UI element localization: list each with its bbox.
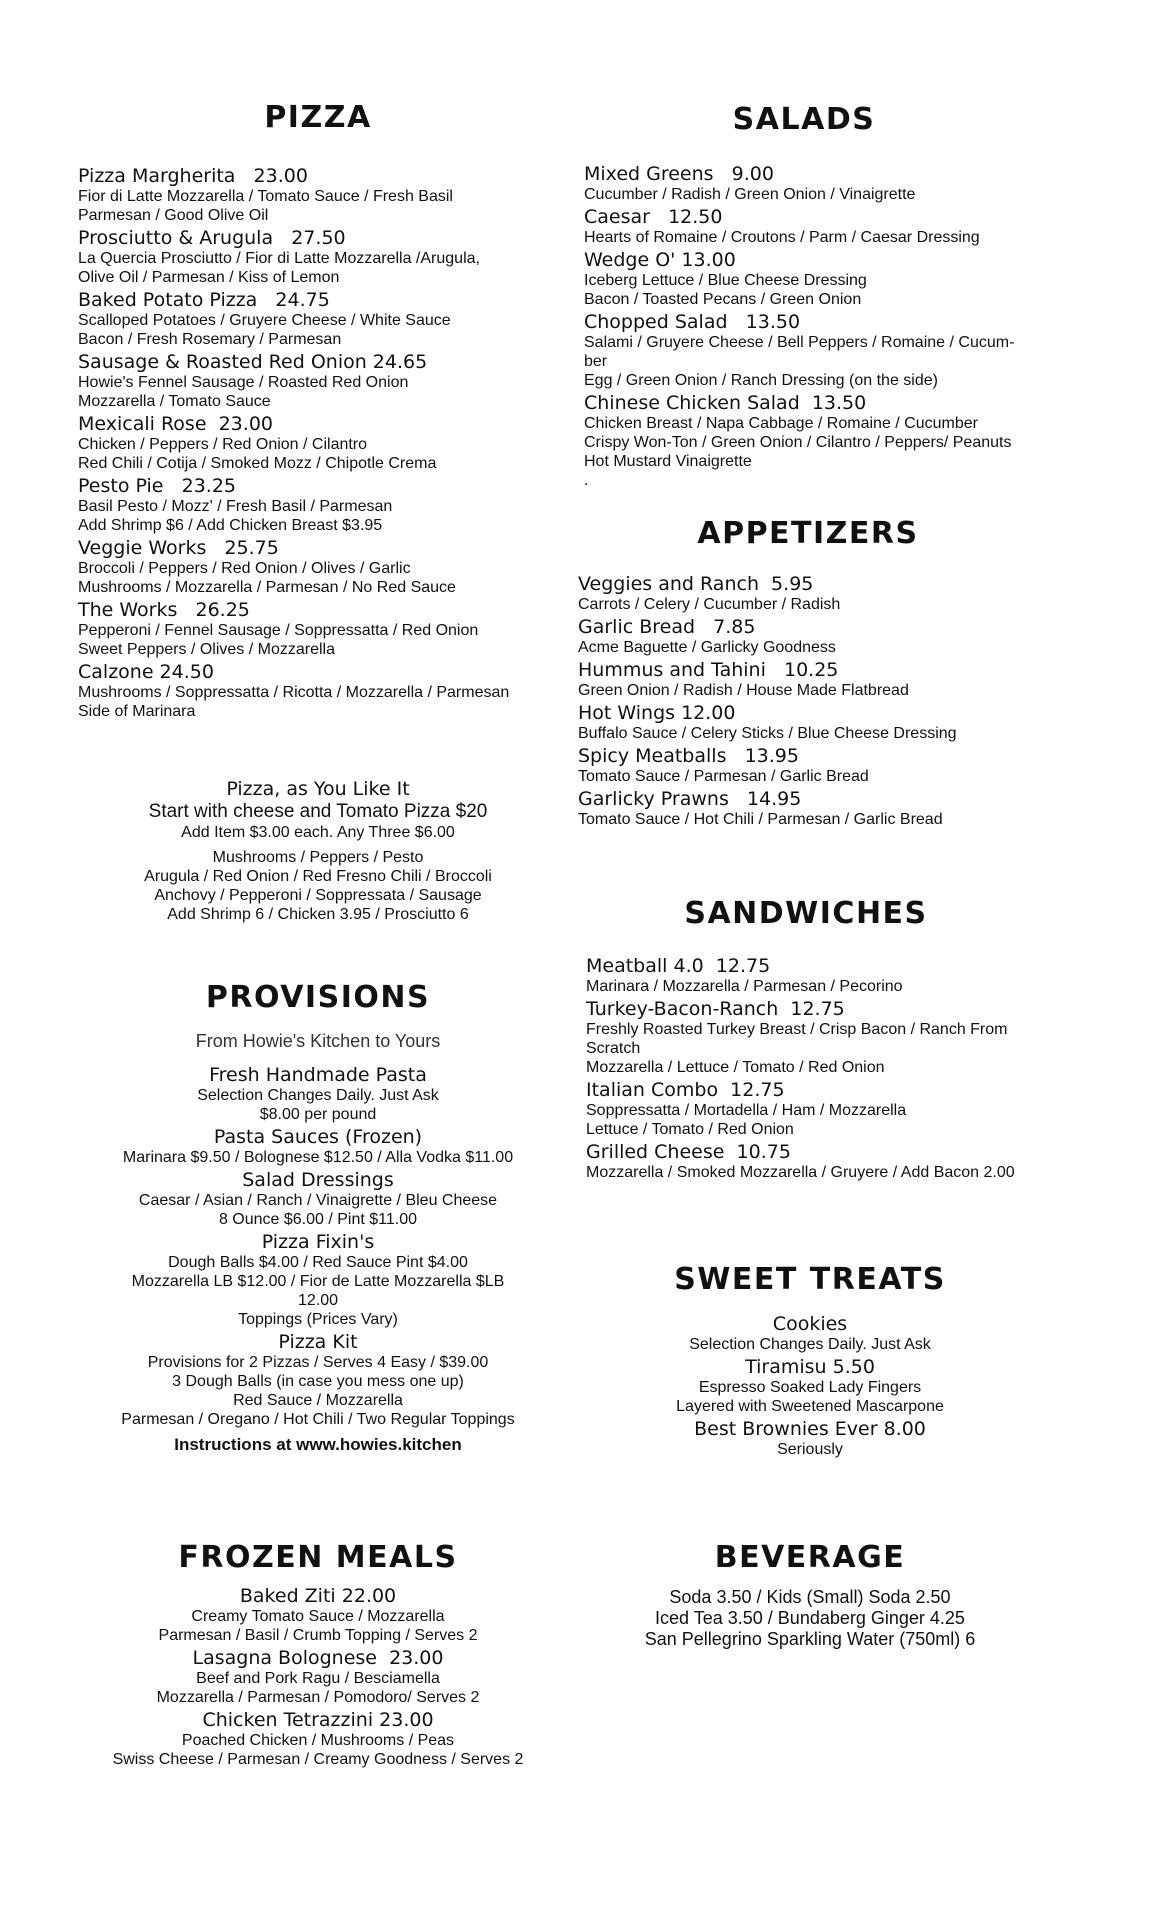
menu-item-name: Salad Dressings xyxy=(242,1169,394,1191)
beverage-lines xyxy=(580,1587,1040,1650)
menu-item-name: Mexicali Rose 23.00 xyxy=(78,413,273,435)
menu-item-description: Bacon / Toasted Pecans / Green Onion xyxy=(584,291,862,308)
menu-item xyxy=(78,1647,558,1707)
menu-item-name: Prosciutto & Arugula 27.50 xyxy=(78,227,346,249)
menu-item-description: Seriously xyxy=(777,1441,843,1458)
custom-pizza-block xyxy=(78,776,558,924)
menu-item-name: Lasagna Bolognese 23.00 xyxy=(192,1647,444,1669)
menu-item xyxy=(578,573,1078,614)
menu-item-name: Turkey-Bacon-Ranch 12.75 xyxy=(586,998,845,1020)
menu-item-description: Fior di Latte Mozzarella / Tomato Sauce / Fresh Basil xyxy=(78,188,453,205)
menu-item-description: Add Shrimp $6 / Add Chicken Breast $3.95 xyxy=(78,517,383,534)
menu-item-description: Espresso Soaked Lady Fingers xyxy=(698,1379,922,1396)
custom-pizza-add: Add Item $3.00 each. Any Three $6.00 xyxy=(181,824,455,841)
menu-item xyxy=(578,616,1078,657)
menu-item-name: Chopped Salad 13.50 xyxy=(584,311,801,333)
menu-item-description: $8.00 per pound xyxy=(259,1106,377,1123)
menu-item-description: La Quercia Prosciutto / Fior di Latte Mozzarella /Arugula, xyxy=(78,250,480,267)
menu-item xyxy=(578,659,1078,700)
menu-item-description: Mushrooms / Soppressatta / Ricotta / Mozzarella / Parmesan xyxy=(78,684,510,701)
sweets-list xyxy=(580,1313,1040,1459)
menu-item-description: Hearts of Romaine / Croutons / Parm / Caesar Dressing xyxy=(584,229,980,246)
beverage-line: Soda 3.50 / Kids (Small) Soda 2.50 xyxy=(669,1587,951,1607)
menu-item-description: Crispy Won-Ton / Green Onion / Cilantro / Peppers/ Peanuts xyxy=(584,434,1012,451)
menu-item-name: Veggie Works 25.75 xyxy=(78,537,279,559)
menu-item-description: Tomato Sauce / Hot Chili / Parmesan / Garlic Bread xyxy=(578,811,943,828)
provisions-heading: PROVISIONS xyxy=(205,980,431,1015)
menu-item-description: Red Sauce / Mozzarella xyxy=(233,1392,403,1409)
topping-line: Arugula / Red Onion / Red Fresno Chili / Broccoli xyxy=(144,868,492,885)
menu-item-name: The Works 26.25 xyxy=(78,599,250,621)
menu-item-name: Baked Ziti 22.00 xyxy=(239,1585,397,1607)
menu-item-name: Pizza Margherita 23.00 xyxy=(78,165,308,187)
menu-item-description: Green Onion / Radish / House Made Flatbread xyxy=(578,682,909,699)
sandwiches-heading: SANDWICHES xyxy=(684,896,928,931)
menu-item xyxy=(78,1709,558,1769)
menu-item xyxy=(78,351,558,411)
menu-item-description: Olive Oil / Parmesan / Kiss of Lemon xyxy=(78,269,340,286)
custom-pizza-toppings xyxy=(78,848,558,924)
menu-item-name: Hot Wings 12.00 xyxy=(578,702,736,724)
sweets-heading: SWEET TREATS xyxy=(674,1262,946,1297)
frozen-heading: FROZEN MEALS xyxy=(178,1540,458,1575)
menu-item-description: Soppressatta / Mortadella / Ham / Mozzarella xyxy=(586,1102,907,1119)
menu-item-name: Italian Combo 12.75 xyxy=(586,1079,785,1101)
menu-item-description: Parmesan / Good Olive Oil xyxy=(78,207,269,224)
menu-item-description: Caesar / Asian / Ranch / Vinaigrette / Bleu Cheese xyxy=(138,1192,498,1209)
menu-item xyxy=(586,998,1086,1077)
menu-item-description: Basil Pesto / Mozz' / Fresh Basil / Parmesan xyxy=(78,498,393,515)
beverage-section xyxy=(580,1540,1040,1650)
topping-line: Mushrooms / Peppers / Pesto xyxy=(212,849,424,866)
menu-item xyxy=(78,1126,558,1167)
menu-item-description: Poached Chicken / Mushrooms / Peas xyxy=(181,1732,455,1749)
menu-item-description: Beef and Pork Ragu / Besciamella xyxy=(196,1670,440,1687)
provisions-subtitle: From Howie's Kitchen to Yours xyxy=(195,1031,441,1051)
menu-item-description: Howie's Fennel Sausage / Roasted Red Onion xyxy=(78,374,409,391)
menu-item-description: Creamy Tomato Sauce / Mozzarella xyxy=(191,1608,445,1625)
menu-item-name: Tiramisu 5.50 xyxy=(745,1356,875,1378)
menu-item-description: Selection Changes Daily. Just Ask xyxy=(197,1087,439,1104)
provisions-instructions: Instructions at www.howies.kitchen xyxy=(174,1435,462,1454)
menu-item xyxy=(78,599,558,659)
menu-item-name: Chinese Chicken Salad 13.50 xyxy=(584,392,867,414)
menu-item-description: . xyxy=(584,472,589,489)
menu-item-description: 3 Dough Balls (in case you mess one up) xyxy=(172,1373,464,1390)
menu-item xyxy=(584,311,1084,390)
menu-item-description: Carrots / Celery / Cucumber / Radish xyxy=(578,596,841,613)
menu-item-description: Marinara $9.50 / Bolognese $12.50 / Alla Vodka $11.00 xyxy=(122,1149,514,1166)
menu-item-description: 12.00 xyxy=(297,1292,339,1309)
topping-line: Add Shrimp 6 / Chicken 3.95 / Prosciutto 6 xyxy=(167,906,469,923)
menu-item xyxy=(78,227,558,287)
menu-item xyxy=(584,206,1084,247)
menu-item-description: Freshly Roasted Turkey Breast / Crisp Bacon / Ranch From xyxy=(586,1021,1008,1038)
menu-item xyxy=(78,1331,558,1429)
appetizers-section xyxy=(578,516,1078,829)
menu-item-description: Tomato Sauce / Parmesan / Garlic Bread xyxy=(578,768,869,785)
pizza-heading: PIZZA xyxy=(264,100,372,135)
menu-item-description: Mozzarella / Parmesan / Pomodoro/ Serves 2 xyxy=(156,1689,480,1706)
menu-item-description: Toppings (Prices Vary) xyxy=(238,1311,398,1328)
frozen-list xyxy=(78,1585,558,1769)
menu-item-description: Egg / Green Onion / Ranch Dressing (on the side) xyxy=(584,372,938,389)
menu-item-name: Cookies xyxy=(772,1313,848,1335)
menu-item-description: Mozzarella LB $12.00 / Fior de Latte Mozzarella $LB xyxy=(131,1273,505,1290)
salads-section xyxy=(584,102,1084,490)
provisions-list xyxy=(78,1064,558,1429)
menu-item-name: Fresh Handmade Pasta xyxy=(209,1064,427,1086)
menu-item-description: Selection Changes Daily. Just Ask xyxy=(689,1336,931,1353)
menu-item xyxy=(584,392,1084,490)
menu-item-name: Best Brownies Ever 8.00 xyxy=(694,1418,926,1440)
menu-item-name: Pasta Sauces (Frozen) xyxy=(213,1126,423,1148)
menu-item-description: Hot Mustard Vinaigrette xyxy=(584,453,752,470)
menu-item xyxy=(78,661,558,721)
menu-item-name: Caesar 12.50 xyxy=(584,206,723,228)
menu-item-name: Sausage & Roasted Red Onion 24.65 xyxy=(78,351,428,373)
menu-item-name: Grilled Cheese 10.75 xyxy=(586,1141,791,1163)
beverage-line: Iced Tea 3.50 / Bundaberg Ginger 4.25 xyxy=(655,1608,965,1628)
menu-item xyxy=(578,702,1078,743)
menu-item-description: Acme Baguette / Garlicky Goodness xyxy=(578,639,836,656)
menu-item-name: Garlicky Prawns 14.95 xyxy=(578,788,802,810)
menu-item-description: Chicken Breast / Napa Cabbage / Romaine / Cucumber xyxy=(584,415,978,432)
menu-item-description: Chicken / Peppers / Red Onion / Cilantro xyxy=(78,436,368,453)
menu-item-description: Red Chili / Cotija / Smoked Mozz / Chipotle Crema xyxy=(78,455,437,472)
menu-item-name: Wedge O' 13.00 xyxy=(584,249,736,271)
menu-item-description: Broccoli / Peppers / Red Onion / Olives / Garlic xyxy=(78,560,411,577)
menu-item-description: Dough Balls $4.00 / Red Sauce Pint $4.00 xyxy=(168,1254,468,1271)
menu-item-description: Provisions for 2 Pizzas / Serves 4 Easy / $39.00 xyxy=(147,1354,489,1371)
menu-item xyxy=(78,1169,558,1229)
menu-item-name: Garlic Bread 7.85 xyxy=(578,616,756,638)
menu-item-description: Parmesan / Oregano / Hot Chili / Two Regular Toppings xyxy=(121,1411,515,1428)
appetizers-list xyxy=(578,573,1078,829)
menu-item-description: 8 Ounce $6.00 / Pint $11.00 xyxy=(218,1211,418,1228)
menu-item-description: Cucumber / Radish / Green Onion / Vinaigrette xyxy=(584,186,916,203)
menu-item xyxy=(586,1141,1086,1182)
menu-item-description: Lettuce / Tomato / Red Onion xyxy=(586,1121,794,1138)
sandwiches-list xyxy=(586,955,1086,1182)
menu-item-description: Salami / Gruyere Cheese / Bell Peppers / Romaine / Cucum- xyxy=(584,334,1015,351)
menu-item-description: Side of Marinara xyxy=(78,703,196,720)
menu-item-description: Mushrooms / Mozzarella / Parmesan / No Red Sauce xyxy=(78,579,456,596)
menu-item-description: Buffalo Sauce / Celery Sticks / Blue Cheese Dressing xyxy=(578,725,957,742)
sandwiches-section xyxy=(586,896,1086,1182)
menu-item-name: Veggies and Ranch 5.95 xyxy=(578,573,814,595)
menu-item xyxy=(580,1356,1040,1416)
menu-item xyxy=(578,745,1078,786)
menu-item-name: Baked Potato Pizza 24.75 xyxy=(78,289,330,311)
menu-item xyxy=(78,1585,558,1645)
salads-list xyxy=(584,163,1084,490)
menu-item xyxy=(78,1064,558,1124)
menu-item-description: Swiss Cheese / Parmesan / Creamy Goodness / Serves 2 xyxy=(112,1751,524,1768)
menu-item-name: Hummus and Tahini 10.25 xyxy=(578,659,839,681)
menu-item-description: Mozzarella / Tomato Sauce xyxy=(78,393,271,410)
menu-item xyxy=(78,475,558,535)
menu-item-description: ber xyxy=(584,353,608,370)
menu-item-description: Pepperoni / Fennel Sausage / Soppressatta / Red Onion xyxy=(78,622,479,639)
menu-item-name: Chicken Tetrazzini 23.00 xyxy=(202,1709,434,1731)
menu-item-description: Iceberg Lettuce / Blue Cheese Dressing xyxy=(584,272,867,289)
menu-item-name: Meatball 4.0 12.75 xyxy=(586,955,771,977)
menu-item-name: Spicy Meatballs 13.95 xyxy=(578,745,799,767)
pizza-section xyxy=(78,100,558,721)
beverage-heading: BEVERAGE xyxy=(714,1540,906,1575)
menu-item-description: Parmesan / Basil / Crumb Topping / Serves 2 xyxy=(158,1627,478,1644)
menu-item-name: Pizza Kit xyxy=(278,1331,358,1353)
menu-item xyxy=(584,163,1084,204)
menu-item-description: Mozzarella / Smoked Mozzarella / Gruyere / Add Bacon 2.00 xyxy=(586,1164,1015,1181)
menu-item-description: Marinara / Mozzarella / Parmesan / Pecorino xyxy=(586,978,903,995)
menu-item-description: Bacon / Fresh Rosemary / Parmesan xyxy=(78,331,342,348)
menu-item-description: Scalloped Potatoes / Gruyere Cheese / White Sauce xyxy=(78,312,451,329)
menu-item xyxy=(78,537,558,597)
menu-item-description: Mozzarella / Lettuce / Tomato / Red Onion xyxy=(586,1059,885,1076)
custom-pizza-title: Pizza, as You Like It xyxy=(226,778,410,800)
menu-item xyxy=(78,1231,558,1329)
menu-item-name: Mixed Greens 9.00 xyxy=(584,163,774,185)
menu-item-description: Layered with Sweetened Mascarpone xyxy=(676,1398,944,1415)
menu-item xyxy=(78,289,558,349)
menu-item xyxy=(584,249,1084,309)
menu-item-description: Sweet Peppers / Olives / Mozzarella xyxy=(78,641,335,658)
menu-item xyxy=(580,1313,1040,1354)
salads-heading: SALADS xyxy=(732,102,876,137)
sweets-section xyxy=(580,1262,1040,1459)
menu-item xyxy=(586,955,1086,996)
menu-item-name: Pesto Pie 23.25 xyxy=(78,475,237,497)
menu-item xyxy=(578,788,1078,829)
pizza-list xyxy=(78,165,558,721)
menu-item-description: Scratch xyxy=(586,1040,641,1057)
menu-item xyxy=(586,1079,1086,1139)
topping-line: Anchovy / Pepperoni / Soppressata / Sausage xyxy=(154,887,482,904)
beverage-line: San Pellegrino Sparkling Water (750ml) 6 xyxy=(644,1629,976,1649)
menu-item xyxy=(580,1418,1040,1459)
custom-pizza-start: Start with cheese and Tomato Pizza $20 xyxy=(148,801,488,822)
menu-item xyxy=(78,165,558,225)
menu-item xyxy=(78,413,558,473)
menu-item-name: Pizza Fixin's xyxy=(261,1231,375,1253)
provisions-section xyxy=(78,980,558,1455)
appetizers-heading: APPETIZERS xyxy=(697,516,919,551)
menu-item-name: Calzone 24.50 xyxy=(78,661,214,683)
frozen-section xyxy=(78,1540,558,1769)
